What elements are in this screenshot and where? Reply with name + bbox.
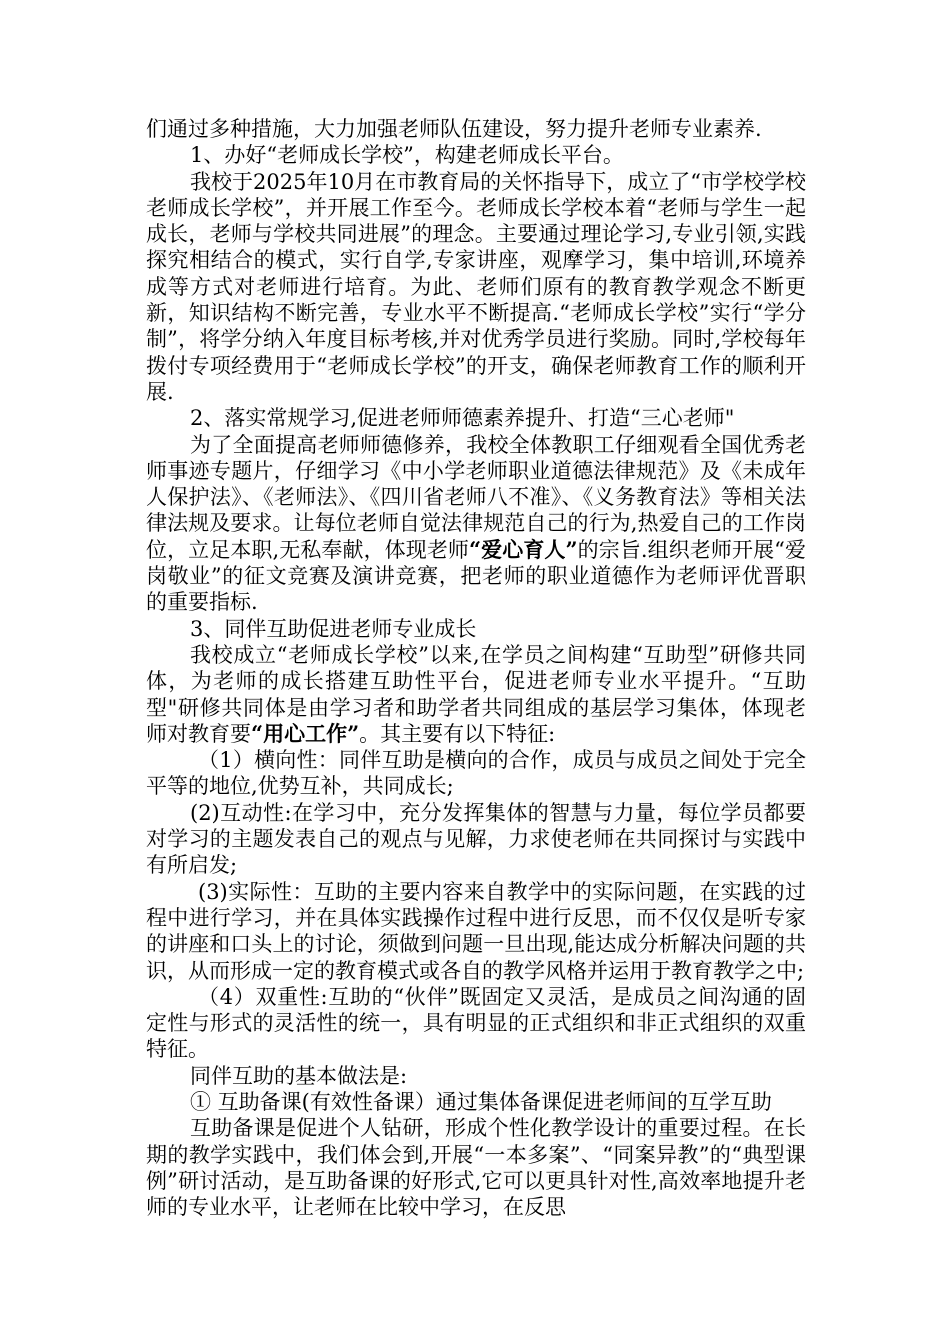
paragraph xyxy=(146,432,806,616)
paragraph xyxy=(146,116,806,142)
emphasis-text: “用心工作” xyxy=(251,720,360,746)
paragraph xyxy=(146,616,806,642)
paragraph xyxy=(146,1063,806,1089)
paragraph-text: 为了全面提高老师师德修养，我校全体教职工仔细观看全国优秀老师事迹专题片，仔细学习《中小学老师职业道德法律规范》及《未成年人保护法》、《老师法》、《四川省老师八不准》、《义务教育法》等相关法律法规及要求。让每位老师自觉法律规范自己的行为,热爱自己的工作岗位，立足本职,无私奉献，体现老师 xyxy=(146,432,806,562)
paragraph-text: 我校成立“老师成长学校”以来,在学员之间构建“互助型”研修共同体，为老师的成长搭建互助性平台，促进老师专业水平提升。“互助型"研修共同体是由学习者和助学者共同组成的基层学习集体，体现老师对教育要 xyxy=(146,642,806,746)
paragraph-text: (2)互动性:在学习中，充分发挥集体的智慧与力量，每位学员都要对学习的主题发表自己的观点与见解，力求使老师在共同探讨与实践中有所启发; xyxy=(146,800,806,878)
paragraph-text: 的宗旨.组织老师开展“爱岗敬业”的征文竞赛及演讲竞赛，把老师的职业道德作为老师评优晋职的重要指标. xyxy=(146,537,806,615)
paragraph xyxy=(146,142,806,168)
paragraph-text: (3)实际性：互助的主要内容来自教学中的实际问题，在实践的过程中进行学习，并在具体实践操作过程中进行反思，而不仅仅是听专家的讲座和口头上的讨论，须做到问题一旦出现,能达成分析解决问题的共识，从而形成一定的教育模式或各自的教学风格并运用于教育教学之中; xyxy=(146,879,806,983)
paragraph-text: 我校于2025年10月在市教育局的关怀指导下，成立了“市学校学校老师成长学校”，并开展工作至今。老师成长学校本着“老师与学生一起成长，老师与学校共同进展”的理念。主要通过理论学习,专业引领,实践探究相结合的模式，实行自学,专家讲座，观摩学习，集中培训,环境养成等方式对老师进行培育。为此、老师们原有的教育教学观念不断更新，知识结构不断完善，专业水平不断提高.“老师成长学校”实行“学分制”，将学分纳入年度目标考核,并对优秀学员进行奖励。同时,学校每年拨付专项经费用于“老师成长学校”的开支，确保老师教育工作的顺利开展. xyxy=(146,169,806,404)
paragraph xyxy=(146,405,806,431)
paragraph-text: 同伴互助的基本做法是: xyxy=(190,1063,408,1088)
paragraph-text: 2、落实常规学习,促进老师师德素养提升、打造“三心老师" xyxy=(190,406,735,431)
paragraph-text: （4）双重性:互助的“伙伴”既固定又灵活，是成员之间沟通的固定性与形式的灵活性的统一，具有明显的正式组织和非正式组织的双重特征。 xyxy=(146,984,806,1062)
paragraph-text: 们通过多种措施，大力加强老师队伍建设，努力提升老师专业素养. xyxy=(146,117,762,141)
paragraph xyxy=(146,800,806,879)
paragraph-text: 。其主要有以下特征: xyxy=(359,721,556,746)
emphasis-text: “爱心育人” xyxy=(469,536,578,562)
paragraph xyxy=(146,1115,806,1220)
paragraph-text: （1）横向性：同伴互助是横向的合作，成员与成员之间处于完全平等的地位,优势互补，共同成长; xyxy=(146,748,806,799)
paragraph-text: 3、同伴互助促进老师专业成长 xyxy=(190,616,477,641)
paragraph-text: ① 互助备课(有效性备课）通过集体备课促进老师间的互学互助 xyxy=(190,1089,772,1114)
paragraph xyxy=(146,984,806,1063)
paragraph xyxy=(146,1089,806,1115)
paragraph xyxy=(146,642,806,747)
paragraph-text: 互助备课是促进个人钻研，形成个性化教学设计的重要过程。在长期的教学实践中，我们体会到,开展“一本多案”、“同案异教”的“典型课例”研讨活动，是互助备课的好形式,它可以更具针对性,高效率地提升老师的专业水平，让老师在比较中学习，在反思 xyxy=(146,1116,806,1220)
paragraph xyxy=(146,879,806,984)
paragraph xyxy=(146,169,806,406)
paragraph xyxy=(146,747,806,800)
paragraph-text: 1、办好“老师成长学校”，构建老师成长平台。 xyxy=(190,143,624,168)
